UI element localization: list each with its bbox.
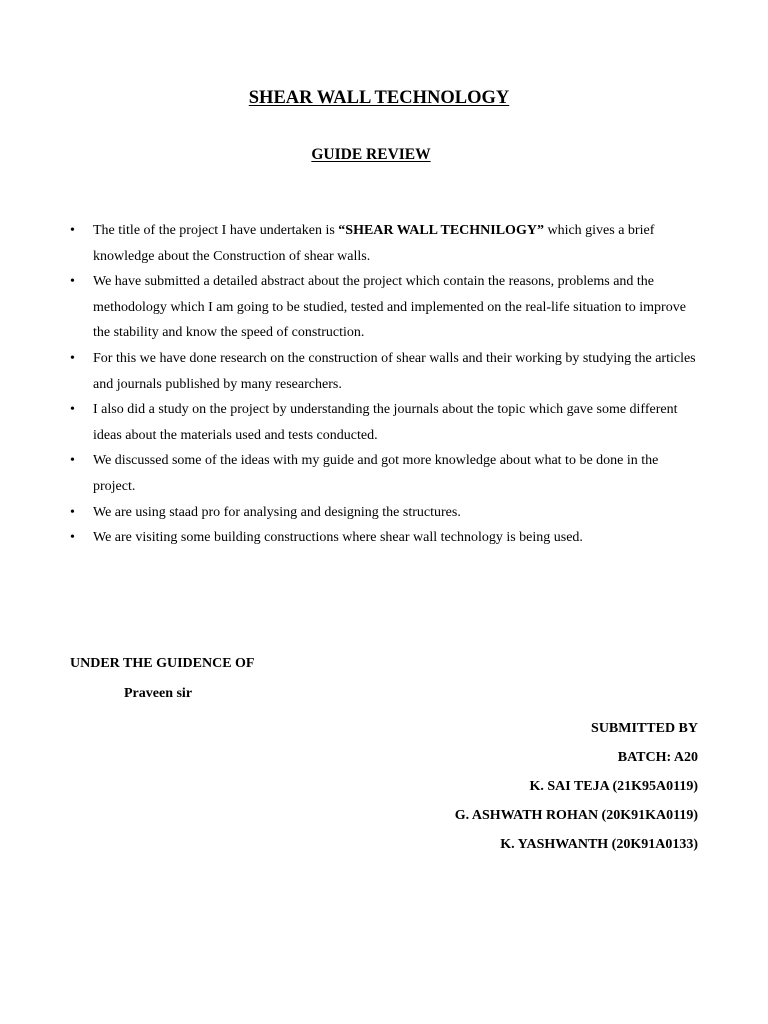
guide-name: Praveen sir bbox=[124, 686, 193, 701]
member-name: K. YASHWANTH (20K91A0133) bbox=[500, 837, 698, 852]
submitted-by-label: SUBMITTED BY bbox=[591, 721, 698, 736]
bullet-text: which gives a brief knowledge about the Construction of shear walls. bbox=[93, 223, 655, 264]
bullet-icon: • bbox=[70, 453, 75, 469]
bullet-text: We are visiting some building constructions where shear wall technology is being used. bbox=[93, 530, 583, 546]
bullet-item bbox=[70, 346, 700, 397]
bullet-icon: • bbox=[70, 350, 75, 366]
bullet-item bbox=[70, 500, 700, 526]
bullet-text: We are using staad pro for analysing and designing the structures. bbox=[93, 504, 461, 520]
bullet-item bbox=[70, 218, 700, 269]
document-subtitle: GUIDE REVIEW bbox=[311, 146, 431, 163]
bullet-text: The title of the project I have undertaken is bbox=[93, 223, 339, 238]
bullet-item bbox=[70, 525, 700, 551]
review-bullet-list bbox=[70, 218, 700, 551]
bullet-icon: • bbox=[70, 504, 75, 520]
bullet-text: We discussed some of the ideas with my guide and got more knowledge about what to be done in the project. bbox=[93, 453, 659, 494]
member-name: G. ASHWATH ROHAN (20K91KA0119) bbox=[454, 808, 698, 823]
member-name: K. SAI TEJA (21K95A0119) bbox=[529, 779, 698, 794]
bullet-icon: • bbox=[70, 274, 75, 290]
project-title-emphasis: “SHEAR WALL TECHNILOGY” bbox=[338, 223, 544, 238]
bullet-item bbox=[70, 269, 700, 346]
batch-label: BATCH: A20 bbox=[617, 750, 698, 765]
bullet-text: I also did a study on the project by understanding the journals about the topic which gave some different ideas about the materials used and tests conducted. bbox=[93, 402, 678, 443]
guidance-label: UNDER THE GUIDENCE OF bbox=[70, 656, 255, 671]
bullet-icon: • bbox=[70, 402, 75, 418]
bullet-text: We have submitted a detailed abstract about the project which contain the reasons, problems and the methodology which I am going to be studied, tested and implemented on the real-life situation to improve the stability and know the speed of construction. bbox=[93, 274, 686, 341]
bullet-item bbox=[70, 448, 700, 499]
submitted-by-block bbox=[455, 714, 698, 859]
bullet-item bbox=[70, 397, 700, 448]
bullet-text: For this we have done research on the construction of shear walls and their working by studying the articles and journals published by many researchers. bbox=[93, 350, 696, 392]
document-title: SHEAR WALL TECHNOLOGY bbox=[248, 88, 510, 108]
bullet-icon: • bbox=[70, 530, 75, 546]
bullet-icon: • bbox=[70, 223, 75, 238]
